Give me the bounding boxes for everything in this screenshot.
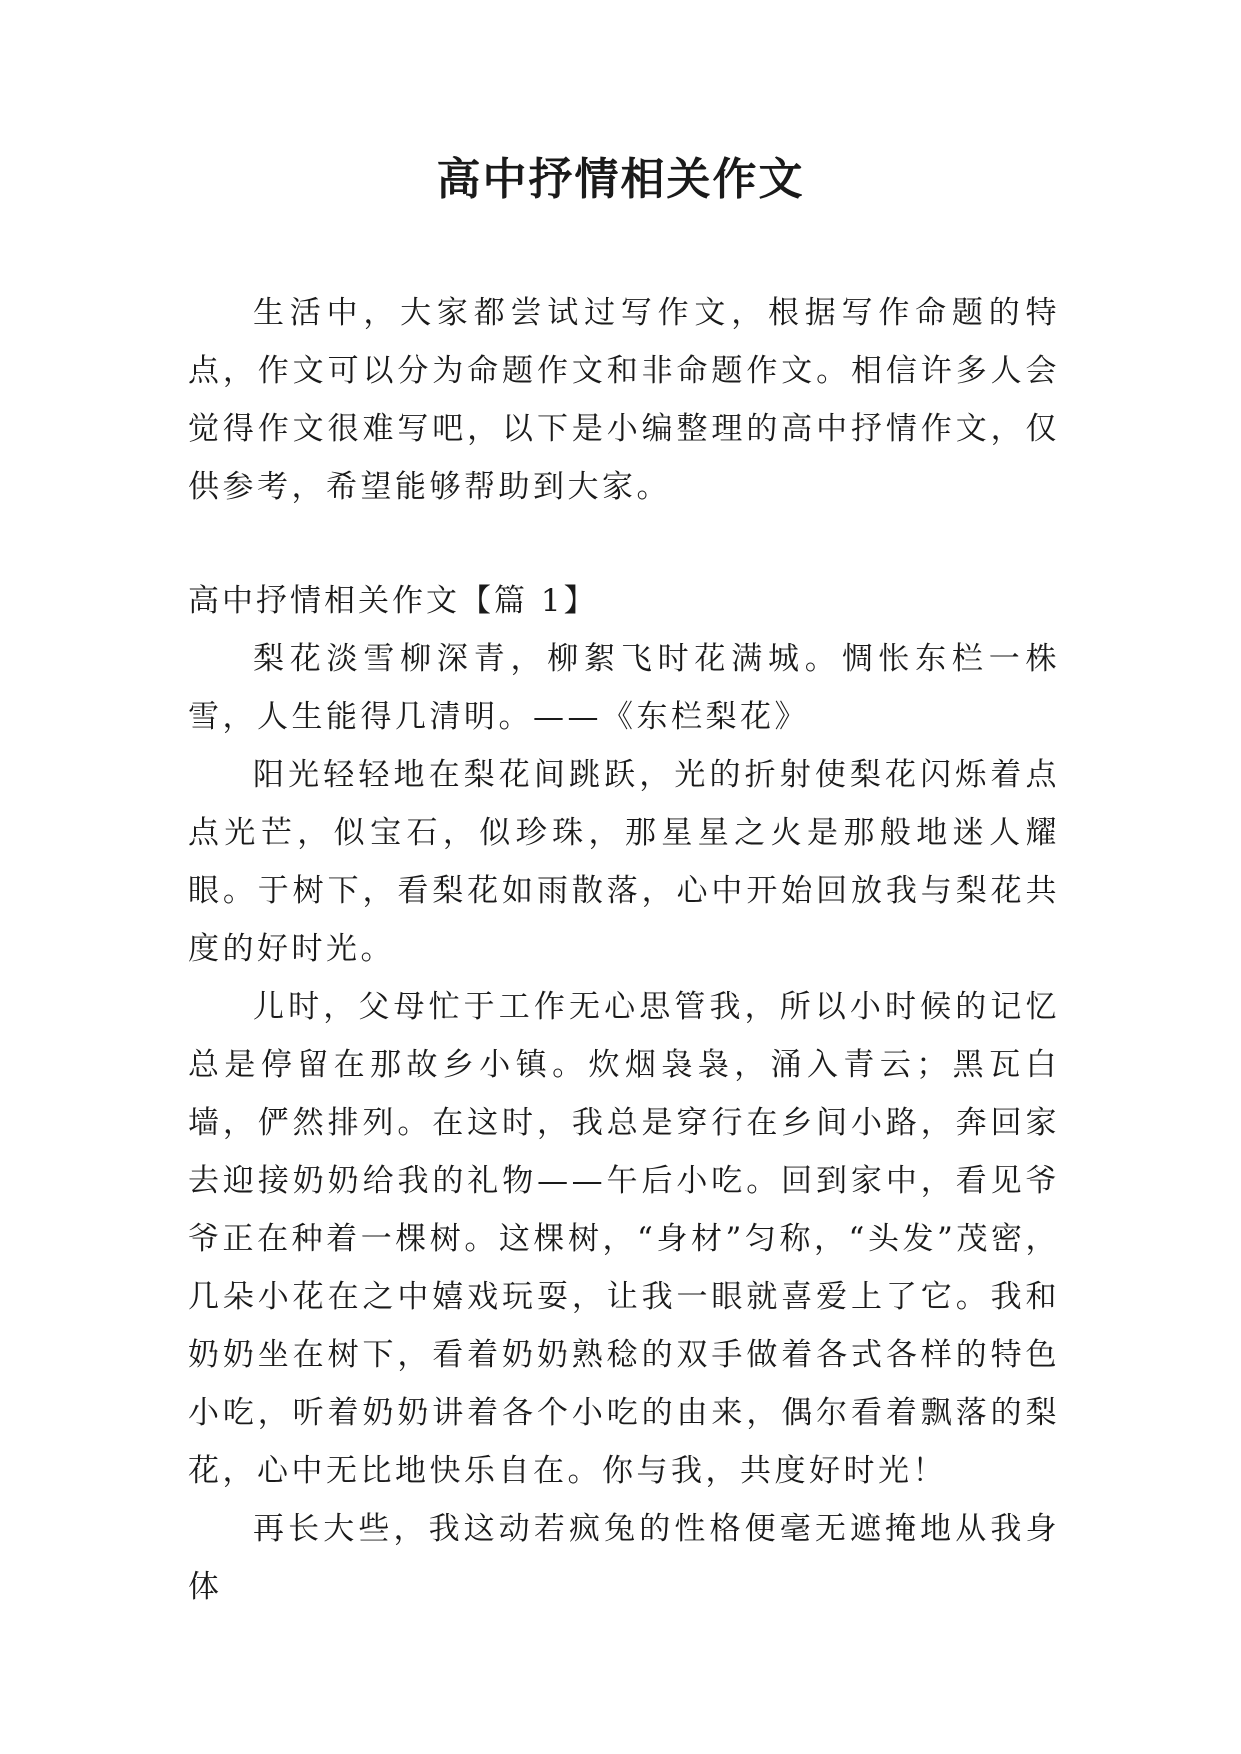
body-paragraph-childhood: 儿时，父母忙于工作无心思管我，所以小时候的记忆总是停留在那故乡小镇。炊烟袅袅，涌入青云；黑瓦白墙，俨然排列。在这时，我总是穿行在乡间小路，奔回家去迎接奶奶给我的礼物——午后小吃。回到家中，看见爷爷正在种着一棵树。这棵树，“身材”匀称，“头发”茂密，几朵小花在之中嬉戏玩耍，让我一眼就喜爱上了它。我和奶奶坐在树下，看着奶奶熟稔的双手做着各式各样的特色小吃，听着奶奶讲着各个小吃的由来，偶尔看着飘落的梨花，心中无比地快乐自在。你与我，共度好时光！ (188, 989, 1060, 1489)
document-title: 高中抒情相关作文 (436, 154, 805, 205)
body-paragraph-poem: 梨花淡雪柳深青，柳絮飞时花满城。惆怅东栏一株雪，人生能得几清明。——《东栏梨花》 (188, 641, 1060, 735)
body-paragraph-growing-up: 再长大些，我这动若疯兔的性格便毫无遮掩地从我身体 (188, 1511, 1060, 1605)
section-heading: 高中抒情相关作文【篇 1】 (188, 583, 598, 619)
body-paragraph-sunlight: 阳光轻轻地在梨花间跳跃，光的折射使梨花闪烁着点点光芒，似宝石，似珍珠，那星星之火是那般地迷人耀眼。于树下，看梨花如雨散落，心中开始回放我与梨花共度的好时光。 (188, 757, 1060, 967)
intro-paragraph: 生活中，大家都尝试过写作文，根据写作命题的特点，作文可以分为命题作文和非命题作文。相信许多人会觉得作文很难写吧，以下是小编整理的高中抒情作文，仅供参考，希望能够帮助到大家。 (188, 295, 1060, 505)
document-body (188, 284, 1060, 1616)
